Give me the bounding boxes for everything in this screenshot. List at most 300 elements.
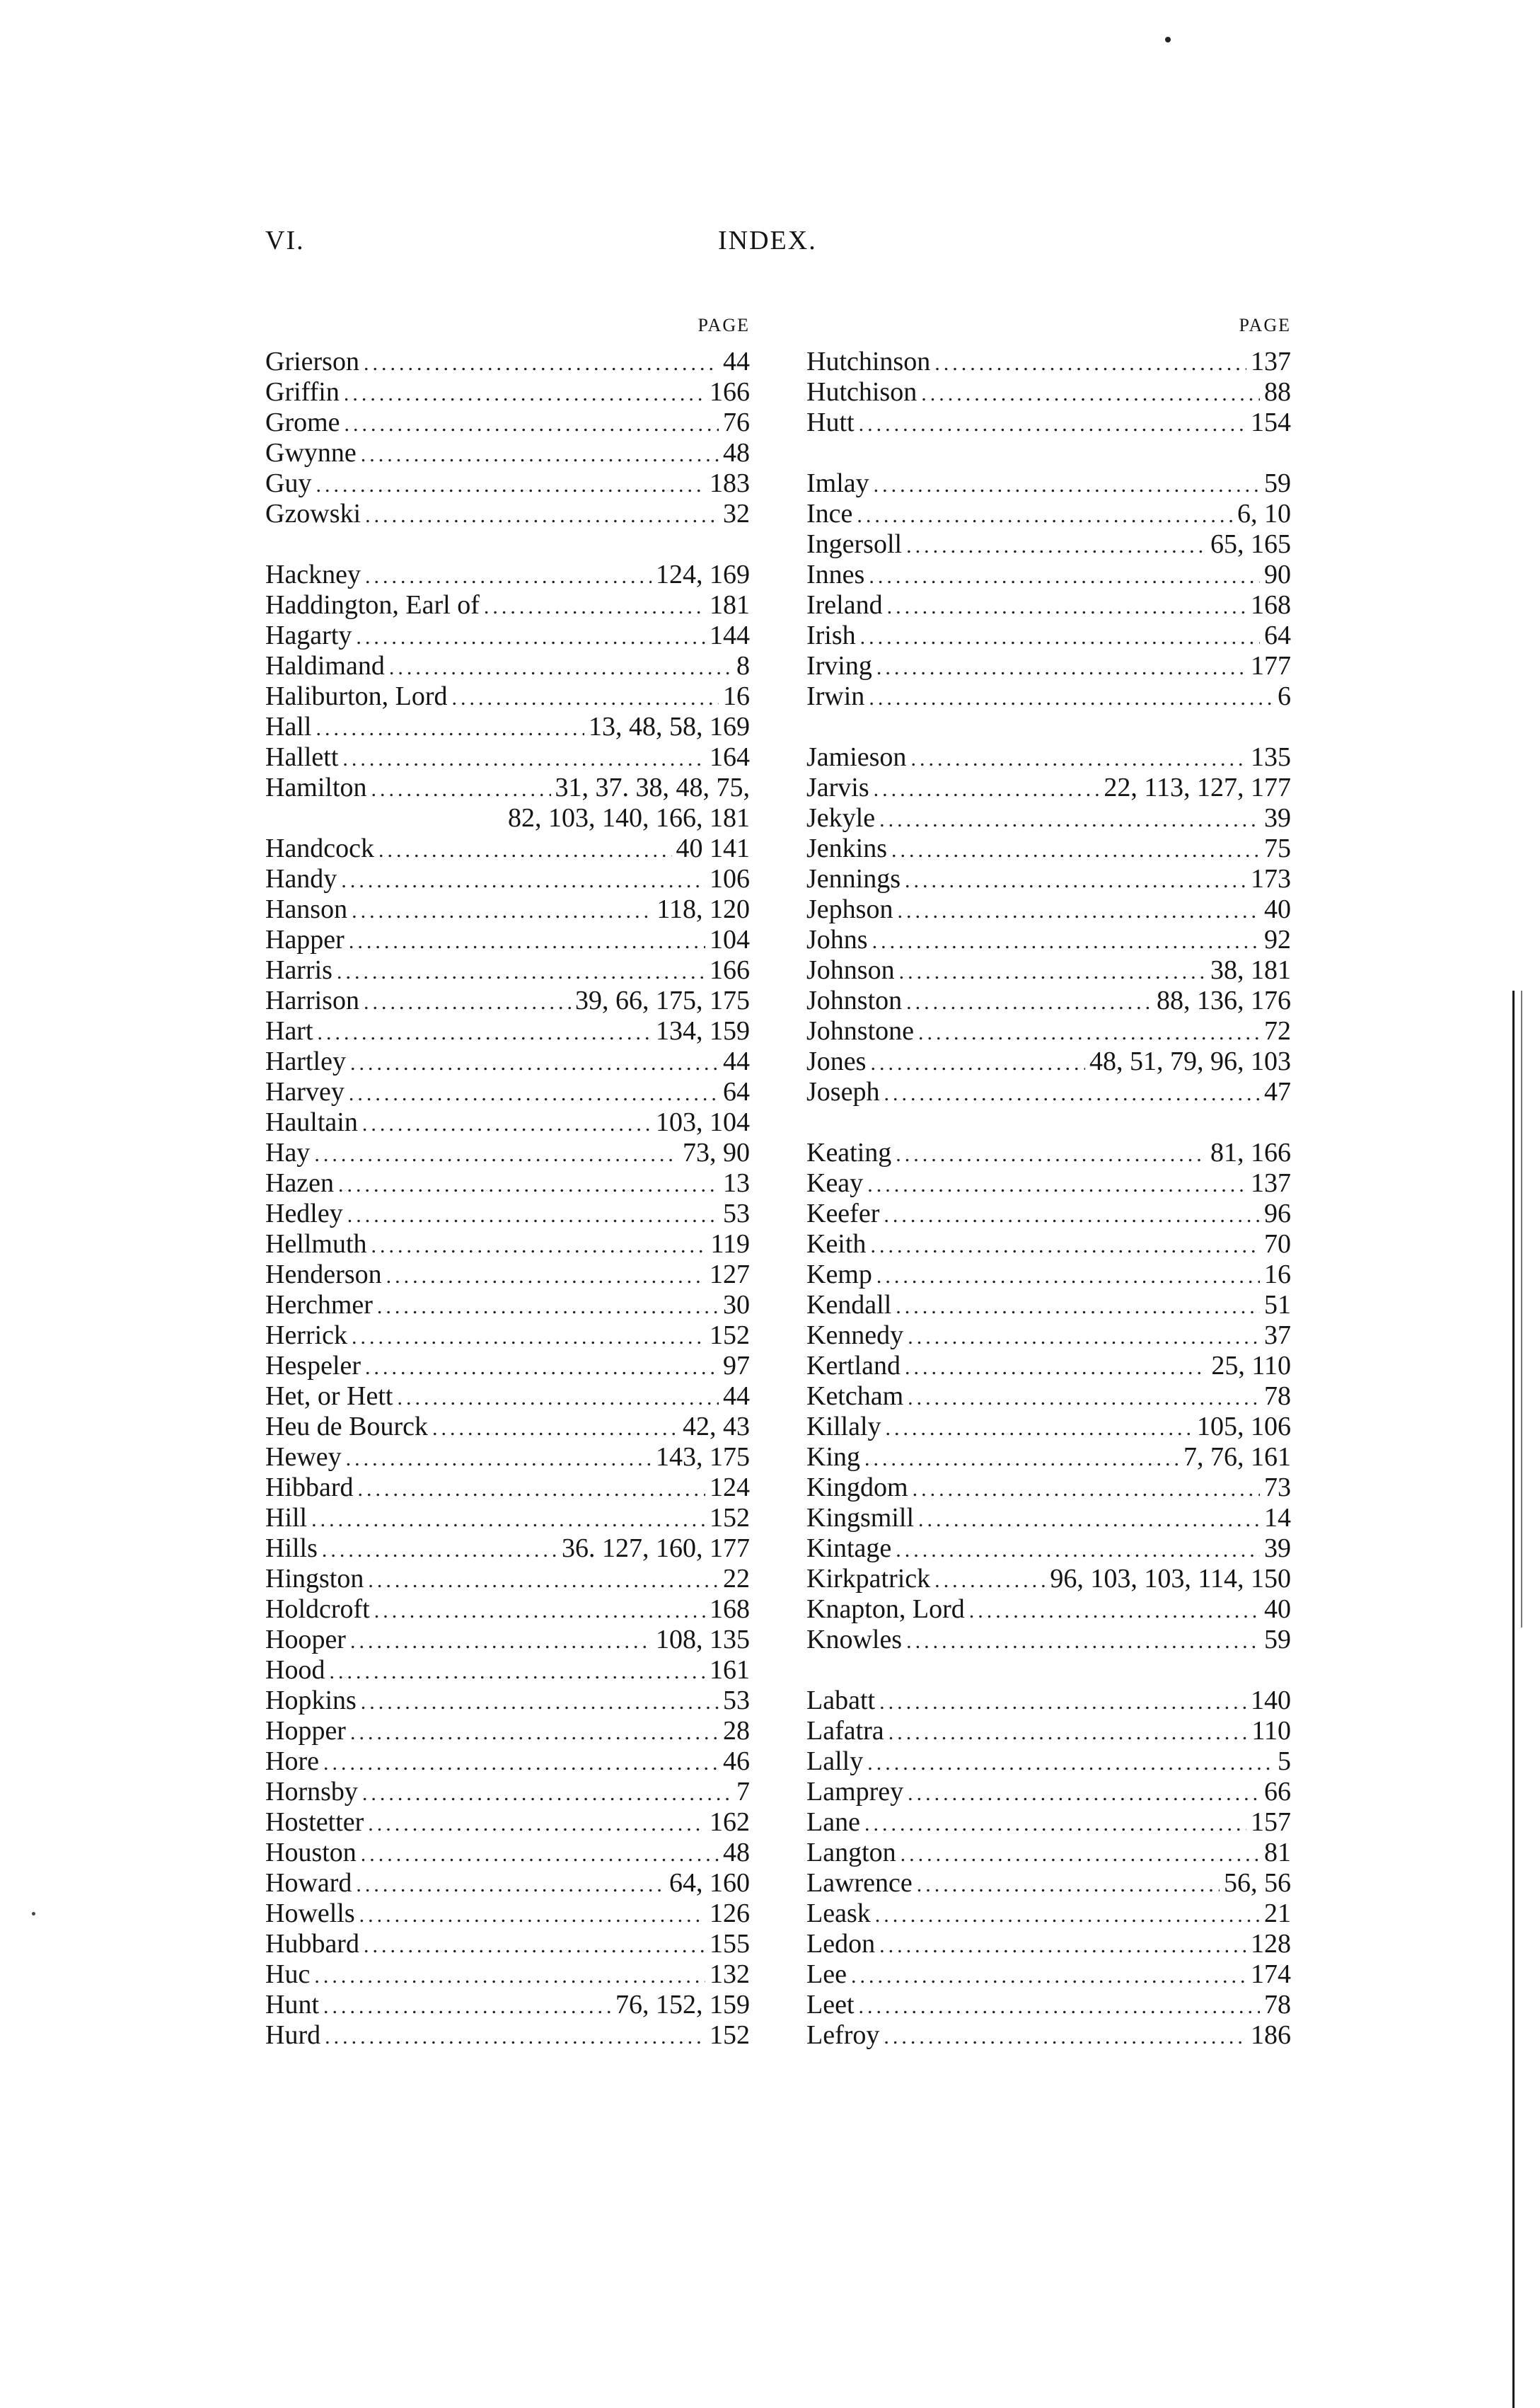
entry-name: Jarvis [806,773,869,802]
entry-name: Jamieson [806,742,907,772]
index-entries [806,347,1291,2051]
entry-name: Harrison [265,986,359,1015]
entry-pages: 39 [1264,1533,1291,1563]
entry-pages: 82, 103, 140, 166, 181 [508,803,750,833]
leader-dots [934,348,1246,379]
index-entry [265,1260,750,1290]
entry-name: Hall [265,712,312,742]
entry-name: Hartley [265,1047,346,1076]
leader-dots [350,1717,719,1748]
entry-name: Haultain [265,1107,358,1137]
index-entry [265,773,750,803]
leader-dots [314,1139,678,1170]
page-title: INDEX. [718,226,817,255]
entry-name: Lafatra [806,1716,884,1746]
index-column-left [265,311,750,2051]
index-entry [806,925,1291,955]
entry-name: Herrick [265,1320,348,1350]
entry-name: Hunt [265,1990,319,2020]
entry-name: Jones [806,1047,867,1076]
entry-name: Holdcroft [265,1594,370,1624]
entry-name: Hellmuth [265,1229,367,1259]
index-entry [806,1533,1291,1564]
entry-name: Irwin [806,681,865,711]
column-header: PAGE [1239,315,1291,335]
entry-pages: 126 [710,1899,750,1928]
entry-name: Langton [806,1838,896,1867]
index-entry [806,1229,1291,1260]
entry-pages: 64 [723,1077,750,1107]
leader-dots [318,1018,652,1048]
entry-pages: 174 [1251,1959,1291,1989]
entry-pages: 14 [1264,1503,1291,1533]
entry-name: Killaly [806,1412,881,1441]
entry-pages: 16 [1264,1260,1291,1289]
entry-pages: 119 [710,1229,750,1259]
leader-dots [315,470,705,500]
leader-dots [362,1109,652,1139]
index-entry [265,1716,750,1746]
entry-name: Hopkins [265,1686,357,1715]
entry-name: Hanson [265,894,348,924]
leader-dots [872,926,1260,957]
entry-name: Hubbard [265,1929,359,1959]
index-entry [265,1594,750,1625]
index-entry [265,1533,750,1564]
index-entry [265,438,750,468]
entry-pages: 38, 181 [1210,955,1291,985]
entry-name: Guy [265,468,312,498]
entry-pages: 8 [736,651,750,681]
index-entry [265,1777,750,1807]
entry-name: Hutchison [806,377,917,407]
leader-dots [908,1383,1260,1413]
entry-name: Labatt [806,1686,876,1715]
leader-dots [896,1535,1260,1565]
leader-dots [905,865,1246,896]
index-entry [265,1746,750,1777]
leader-dots [857,500,1233,531]
entry-pages: 78 [1264,1381,1291,1411]
index-entry [806,1746,1291,1777]
index-entry [265,1351,750,1381]
index-entry [265,408,750,438]
index-entry [265,834,750,864]
entry-pages: 75 [1264,834,1291,863]
entry-pages: 88 [1264,377,1291,407]
entry-pages: 168 [1251,590,1291,620]
index-entry [806,1503,1291,1533]
entry-pages: 127 [710,1260,750,1289]
leader-dots [867,1748,1273,1778]
entry-pages: 25, 110 [1211,1351,1291,1381]
entry-pages: 73 [1264,1473,1291,1502]
entry-name: Kirkpatrick [806,1564,931,1594]
leader-dots [870,1048,1085,1078]
entry-name: Leet [806,1990,855,2020]
leader-dots [374,1596,705,1626]
leader-dots [386,1261,705,1291]
entry-name: Ince [806,499,853,529]
entry-pages: 177 [1251,651,1291,681]
leader-dots [860,622,1260,652]
index-entry [806,1564,1291,1594]
entry-name: Harris [265,955,332,985]
index-entry [265,651,750,681]
leader-dots [364,348,719,379]
leader-dots [323,1991,611,2022]
entry-name: Happer [265,925,345,955]
entry-name: Hooper [265,1625,346,1654]
leader-dots [315,713,584,744]
entry-name: Knowles [806,1625,903,1654]
index-entry [806,834,1291,864]
leader-dots [329,1657,705,1687]
index-entry [806,1290,1291,1320]
entry-name: Ireland [806,590,883,620]
entry-name: Haldimand [265,651,385,681]
leader-dots [371,1231,707,1261]
entry-name: Gwynne [265,438,357,468]
entry-name: Hibbard [265,1473,354,1502]
index-entry [265,1290,750,1320]
index-entry [806,1412,1291,1442]
entry-pages: 183 [710,468,750,498]
entry-name: Howells [265,1899,355,1928]
entry-name: Hostetter [265,1807,364,1837]
entry-pages: 186 [1251,2020,1291,2050]
entry-pages: 96, 103, 103, 114, 150 [1050,1564,1291,1594]
index-entry [806,773,1291,803]
index-entry [265,1077,750,1107]
leader-dots [338,1170,719,1200]
page-header [265,225,1291,267]
entry-pages: 53 [723,1199,750,1228]
entry-name: Knapton, Lord [806,1594,965,1624]
leader-dots [371,774,551,805]
leader-dots [908,1322,1260,1352]
entry-pages: 137 [1251,347,1291,376]
index-entry [265,742,750,773]
entry-name: Hopper [265,1716,346,1746]
index-entry [806,377,1291,408]
leader-dots [934,1565,1046,1596]
entry-name: Henderson [265,1260,382,1289]
entry-name: Gzowski [265,499,361,529]
leader-dots [879,1687,1246,1717]
entry-pages: 64 [1264,621,1291,650]
entry-name: Keay [806,1168,864,1198]
leader-dots [378,835,671,865]
index-gap [806,1655,1291,1686]
entry-name: Imlay [806,468,869,498]
entry-name: Harvey [265,1077,345,1107]
entry-pages: 81 [1264,1838,1291,1867]
leader-dots [314,1961,705,1991]
entry-name: Irish [806,621,856,650]
leader-dots [352,896,652,926]
index-entry [806,1047,1291,1077]
entry-pages: 56, 56 [1224,1868,1291,1898]
index-entry [806,651,1291,681]
index-entry [265,681,750,712]
entry-pages: 47 [1264,1077,1291,1107]
entry-name: Grome [265,408,340,437]
index-entry [806,1260,1291,1290]
entry-name: Hingston [265,1564,364,1594]
entry-name: Hill [265,1503,308,1533]
entry-pages: 134, 159 [656,1016,750,1046]
index-entry [806,408,1291,438]
index-column-right [806,311,1291,2051]
entry-pages: 48 [723,438,750,468]
entry-name: Hutchinson [806,347,931,376]
index-entry [806,1138,1291,1168]
leader-dots [350,1626,652,1657]
leader-dots [484,592,705,622]
leader-dots [910,744,1246,774]
entry-name: Hagarty [265,621,352,650]
entry-pages: 40 141 [676,834,750,863]
leader-dots [913,1474,1260,1504]
index-entry [265,986,750,1016]
leader-dots [906,531,1206,561]
leader-dots [921,379,1260,409]
leader-dots [884,1078,1260,1109]
entry-pages: 28 [723,1716,750,1746]
index-entry [265,1686,750,1716]
entry-pages: 88, 136, 176 [1157,986,1291,1015]
entry-name: Ledon [806,1929,876,1959]
page-edge-line [1521,991,1522,1628]
entry-name: Hart [265,1016,313,1046]
entry-pages: 65, 165 [1210,529,1291,559]
leader-dots [350,1048,719,1078]
index-entry [806,742,1291,773]
index-entry [806,1868,1291,1899]
index-entry [265,1929,750,1959]
entry-name: Kemp [806,1260,872,1289]
entry-name: Lane [806,1807,860,1837]
entry-name: Hedley [265,1199,343,1228]
leader-dots [365,1352,719,1383]
entry-name: Grierson [265,347,359,376]
entry-pages: 76, 152, 159 [615,1990,750,2020]
leader-dots [368,1809,705,1839]
entry-name: Hood [265,1655,325,1685]
entry-name: Huc [265,1959,311,1989]
entry-name: Hazen [265,1168,335,1198]
entry-name: King [806,1442,860,1472]
entry-pages: 44 [723,1047,750,1076]
entry-pages: 66 [1264,1777,1291,1807]
entry-pages: 32 [723,499,750,529]
leader-dots [918,1018,1260,1048]
entry-pages: 181 [710,590,750,620]
index-entry [265,864,750,894]
index-entry [265,590,750,621]
leader-dots [346,1444,652,1474]
entry-pages: 78 [1264,1990,1291,2020]
entry-pages: 143, 175 [656,1442,750,1472]
entry-name: Leask [806,1899,871,1928]
leader-dots [368,1565,719,1596]
index-entry [806,1381,1291,1412]
entry-name: Ingersoll [806,529,903,559]
entry-name: Johnstone [806,1016,914,1046]
entry-name: Hamilton [265,773,367,802]
entry-name: Griffin [265,377,340,407]
leader-dots [870,1231,1260,1261]
index-entry [806,590,1291,621]
entry-name: Lefroy [806,2020,880,2050]
index-entry [806,1199,1291,1229]
index-entry [806,1442,1291,1473]
entry-pages: 46 [723,1746,750,1776]
entry-pages: 59 [1264,468,1291,498]
index-gap [806,438,1291,468]
entry-pages: 13, 48, 58, 169 [589,712,750,742]
index-entry [265,894,750,925]
entry-pages: 152 [710,2020,750,2050]
leader-dots [887,592,1246,622]
column-header: PAGE [697,315,750,335]
entry-name: Hills [265,1533,318,1563]
leader-dots [879,805,1260,835]
entry-name: Kendall [806,1290,892,1320]
leader-dots [322,1535,557,1565]
entry-name: Hutt [806,408,855,437]
entry-name: Lawrence [806,1868,913,1898]
entry-pages: 164 [710,742,750,772]
index-entry [265,1625,750,1655]
entry-pages: 162 [710,1807,750,1837]
index-entry [265,1990,750,2020]
leader-dots [323,1748,719,1778]
entry-name: Lee [806,1959,847,1989]
entry-name: Hore [265,1746,319,1776]
index-entry [265,377,750,408]
entry-pages: 48, 51, 79, 96, 103 [1089,1047,1291,1076]
leader-dots [906,987,1152,1018]
index-entry [265,1138,750,1168]
index-entry [806,1990,1291,2020]
index-entry [806,1625,1291,1655]
leader-dots [917,1870,1220,1900]
index-entry [265,803,750,834]
leader-dots [864,1809,1246,1839]
index-entry [265,1168,750,1199]
entry-name: Heu de Bourck [265,1412,429,1441]
entry-name: Houston [265,1838,357,1867]
leader-dots [452,683,719,713]
entry-pages: 13 [723,1168,750,1198]
leader-dots [365,561,652,592]
leader-dots [851,1961,1246,1991]
index-entry [806,499,1291,529]
entry-pages: 42, 43 [683,1412,750,1441]
entry-name: Johnson [806,955,895,985]
entry-name: Kennedy [806,1320,904,1350]
entry-name: Hackney [265,560,361,589]
entry-pages: 51 [1264,1290,1291,1320]
entry-name: Het, or Hett [265,1381,393,1411]
entry-name: Keating [806,1138,892,1168]
leader-dots [896,1291,1260,1322]
entry-pages: 73, 90 [683,1138,750,1168]
entry-pages: 135 [1251,742,1291,772]
entry-pages: 39, 66, 175, 175 [575,986,750,1015]
index-entry [265,1229,750,1260]
leader-dots [342,744,705,774]
index-entry [265,468,750,499]
entry-pages: 132 [710,1959,750,1989]
leader-dots [886,1413,1193,1444]
entry-pages: 152 [710,1503,750,1533]
leader-dots [352,1322,705,1352]
leader-dots [364,1930,705,1961]
leader-dots [859,1991,1260,2022]
leader-dots [874,774,1100,805]
index-entry [806,955,1291,986]
leader-dots [347,1200,719,1231]
index-entry [806,621,1291,651]
leader-dots [361,1839,719,1870]
entry-name: Handy [265,864,337,894]
entry-pages: 31, 37. 38, 48, 75, [555,773,750,802]
entry-pages: 110 [1251,1716,1291,1746]
entry-pages: 72 [1264,1016,1291,1046]
entry-pages: 90 [1264,560,1291,589]
leader-dots [358,1474,705,1504]
entry-name: Kintage [806,1533,892,1563]
index-entry [265,1899,750,1929]
entry-pages: 118, 120 [656,894,750,924]
index-gap [806,712,1291,742]
leader-dots [869,561,1260,592]
index-entry [265,712,750,742]
leader-dots [361,1687,719,1717]
index-entry [806,803,1291,834]
index-entry [265,955,750,986]
leader-dots [377,1291,719,1322]
entry-pages: 124 [710,1473,750,1502]
entry-pages: 70 [1264,1229,1291,1259]
entry-name: Kertland [806,1351,901,1381]
entry-pages: 166 [710,955,750,985]
index-entry [265,1320,750,1351]
leader-dots [908,1778,1260,1809]
leader-dots [875,1900,1260,1930]
entry-pages: 140 [1251,1686,1291,1715]
entry-pages: 104 [710,925,750,955]
entry-pages: 161 [710,1655,750,1685]
leader-dots [864,1444,1179,1474]
leader-dots [884,1200,1260,1231]
entry-name: Lamprey [806,1777,904,1807]
entry-pages: 22 [723,1564,750,1594]
index-entry [265,1503,750,1533]
entry-name: Hewey [265,1442,342,1472]
entry-name: Keefer [806,1199,880,1228]
entry-pages: 168 [710,1594,750,1624]
leader-dots [969,1596,1260,1626]
entry-name: Herchmer [265,1290,373,1320]
index-entry [806,1351,1291,1381]
leader-dots [906,1626,1260,1657]
stray-dot-mark [32,1912,35,1916]
leader-dots [884,2022,1246,2052]
